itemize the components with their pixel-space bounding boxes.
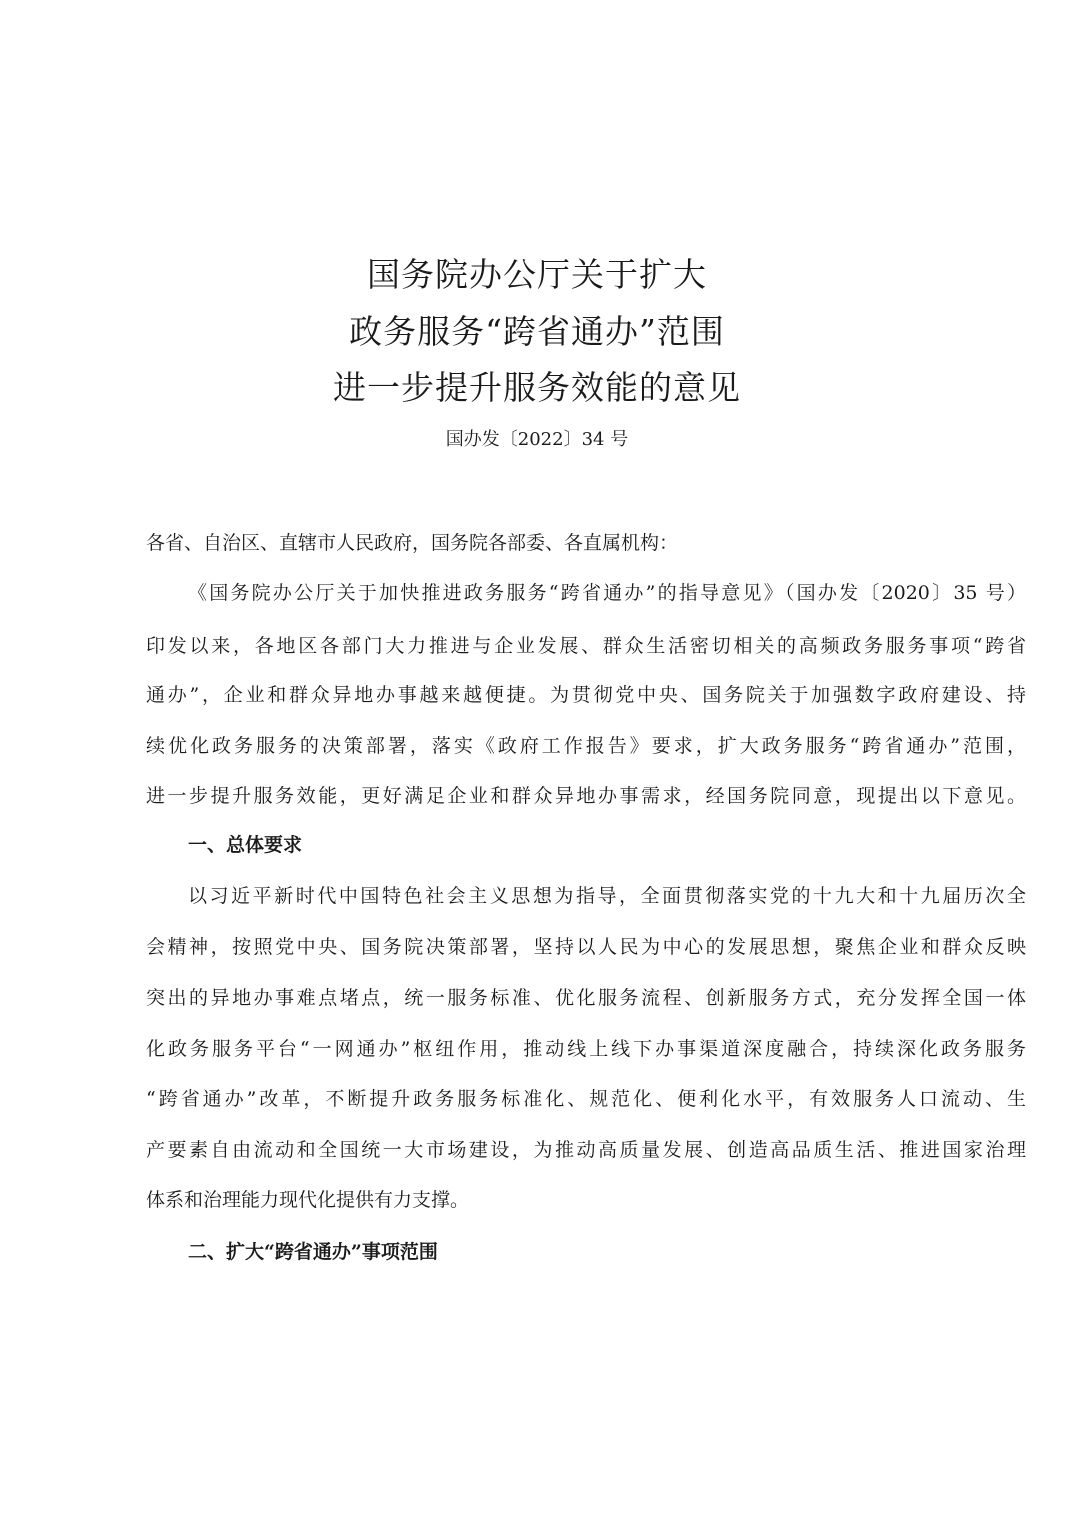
intro-line-4: 续优化政务服务的决策部署，落实《政府工作报告》要求，扩大政务服务“跨省通办”范围， (146, 735, 1026, 757)
section-2-heading: 二、扩大“跨省通办”事项范围 (188, 1241, 438, 1263)
title-line-2: 政务服务“跨省通办”范围 (349, 312, 725, 351)
addressee: 各省、自治区、直辖市人民政府，国务院各部委、各直属机构： (146, 532, 679, 554)
section-1-line-3: 突出的异地办事难点堵点，统一服务标准、优化服务流程、创新服务方式，充分发挥全国一体 (146, 987, 1026, 1009)
document-number: 国办发〔2022〕34 号 (445, 429, 629, 450)
title-line-3: 进一步提升服务效能的意见 (333, 368, 741, 407)
section-1-line-6: 产要素自由流动和全国统一大市场建设，为推动高质量发展、创造高品质生活、推进国家治理 (146, 1139, 1026, 1161)
intro-line-2: 印发以来，各地区各部门大力推进与企业发展、群众生活密切相关的高频政务服务事项“跨省 (146, 635, 1026, 657)
section-1-line-2: 会精神，按照党中央、国务院决策部署，坚持以人民为中心的发展思想，聚焦企业和群众反映 (146, 936, 1026, 958)
section-1-line-7: 体系和治理能力现代化提供有力支撑。 (146, 1189, 470, 1211)
intro-line-5: 进一步提升服务效能，更好满足企业和群众异地办事需求，经国务院同意，现提出以下意见。 (146, 785, 1026, 807)
section-1-line-5: “跨省通办”改革，不断提升政务服务标准化、规范化、便利化水平，有效服务人口流动、生 (146, 1088, 1026, 1110)
intro-line-3: 通办”，企业和群众异地办事越来越便捷。为贯彻党中央、国务院关于加强数字政府建设、持 (146, 684, 1026, 706)
section-1-heading: 一、总体要求 (188, 834, 303, 856)
section-1-line-4: 化政务服务平台“一网通办”枢纽作用，推动线上线下办事渠道深度融合，持续深化政务服务 (146, 1038, 1026, 1060)
intro-line-1: 《国务院办公厅关于加快推进政务服务“跨省通办”的指导意见》（国办发〔2020〕35 号） (188, 582, 1026, 604)
title-line-1: 国务院办公厅关于扩大 (367, 255, 707, 294)
section-1-line-1: 以习近平新时代中国特色社会主义思想为指导，全面贯彻落实党的十九大和十九届历次全 (188, 885, 1026, 907)
